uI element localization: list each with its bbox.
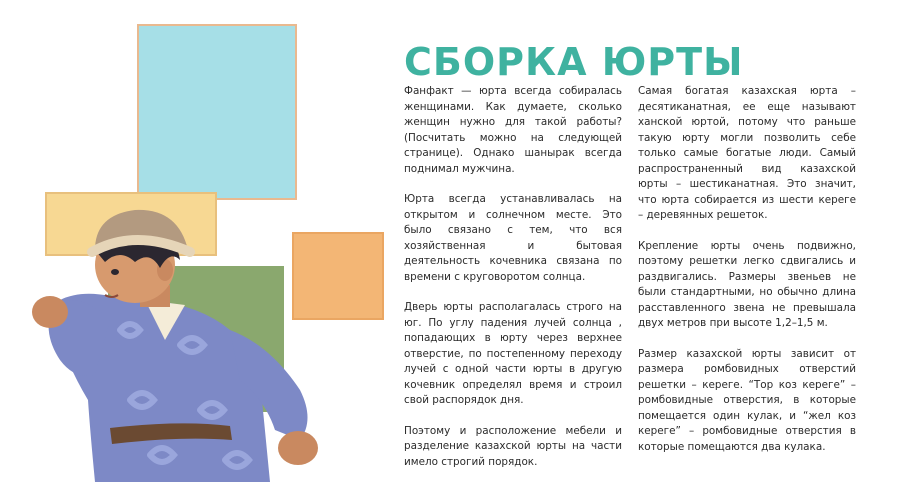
text-column-right [638, 84, 856, 470]
paragraph: Юрта всегда устанавливалась на открытом и солнечном месте. Это было связано с тем, что вся хозяйственная и бытовая деятельность кочевника связана по времени с круговоротом солнца. [404, 193, 622, 283]
paragraph: Фанфакт — юрта всегда собиралась женщинами. Как думаете, сколько женщин нужно для такой работы? (Посчитать можно на следующей странице). Однако шанырак всегда поднимал мужчина. [404, 85, 622, 175]
paragraph: Размер казахской юрты зависит от размера ромбовидных отверстий решетки – кереге. “Тор коз кереге” – ромбовидные отверстия, в которые помещается один кулак, и “жел коз кереге” – ромбовидные отверстия в которые помещаются два кулака. [638, 347, 856, 453]
page-title: СБОРКА ЮРТЫ [404, 40, 744, 84]
paragraph: Дверь юрты располагалась строго на юг. По углу падения лучей солнца , попадающих в юрту через верхнее отверстие, по постепенному переходу лучей с одной части юрты в другую кочевник определял время и строил свой распорядок дня. [404, 301, 622, 406]
text-column-left [404, 84, 622, 485]
paragraph: Поэтому и расположение мебели и разделение казахской юрты на части имело строгий порядок. [404, 424, 622, 468]
paragraph: Крепление юрты очень подвижно, поэтому решетки легко сдвигались и раздвигались. Размеры звеньев не были стандартными, но обычно длина расставленного звена не превышала двух метров при высоте 1,2–1,5 м. [638, 239, 856, 329]
boy-illustration [0, 0, 400, 482]
paragraph: Самая богатая казахская юрта – десятиканатная, ее еще называют ханской юртой, потому что раньше такую юрту могли позволить себе только самые богатые люди. Самый распространенный вид казахской юрты – шестиканатная. Это значит, что юрта собирается из шести кереге – деревянных решеток. [638, 85, 856, 221]
